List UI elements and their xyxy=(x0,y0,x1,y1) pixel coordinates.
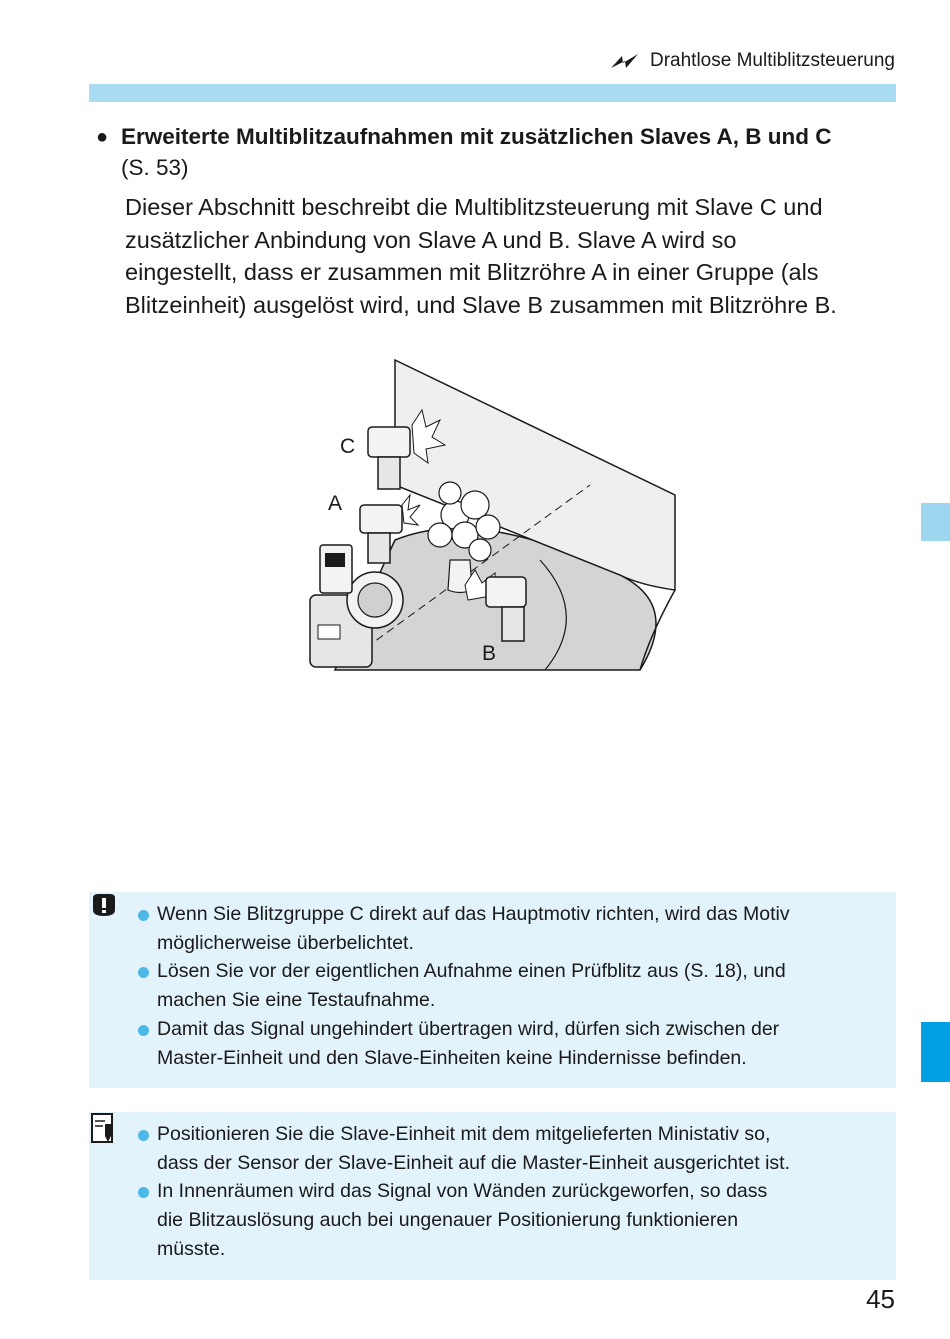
body-line: eingestellt, dass er zusammen mit Blitzröhre A in einer Gruppe (als xyxy=(125,259,819,285)
body-line: Blitzeinheit) ausgelöst wird, und Slave B zusammen mit Blitzröhre B. xyxy=(125,291,837,318)
section-reference: (S. 53) xyxy=(121,155,189,180)
label-b: B xyxy=(482,642,497,665)
header-title: Drahtlose Multiblitzsteuerung xyxy=(649,50,895,71)
memo-line: Positionieren Sie die Slave-Einheit mit dem mitgelieferten Ministativ so, xyxy=(157,1123,771,1145)
memo-line: dass der Sensor der Slave-Einheit auf die Master-Einheit ausgerichtet ist. xyxy=(157,1151,790,1174)
caution-list xyxy=(136,900,884,1072)
bullet-icon: ● xyxy=(96,126,109,148)
section-heading xyxy=(96,122,906,152)
caution-icon xyxy=(89,892,119,922)
caution-line: Lösen Sie vor der eigentlichen Aufnahme einen Prüfblitz aus (S. 18), und xyxy=(157,960,786,983)
memo-item xyxy=(136,1177,884,1263)
memo-item xyxy=(136,1120,884,1177)
bullet-dot xyxy=(138,1187,149,1198)
caution-item xyxy=(136,957,884,1014)
bullet-dot xyxy=(138,910,149,921)
caution-item xyxy=(136,1015,884,1072)
page-number: 45 xyxy=(866,1284,895,1314)
multi-flash-setup-illustration xyxy=(290,345,690,680)
memo-line: müsste. xyxy=(157,1237,226,1260)
memo-list xyxy=(136,1120,884,1264)
page-header xyxy=(610,50,895,72)
bullet-dot xyxy=(138,1025,149,1036)
caution-box xyxy=(89,892,896,1088)
bullet-dot xyxy=(138,1130,149,1141)
caution-line: möglicherweise überbelichtet. xyxy=(157,931,414,954)
chapter-tab-active xyxy=(921,1022,950,1082)
chapter-tab xyxy=(921,503,950,541)
label-a: A xyxy=(328,492,343,515)
header-bar xyxy=(89,84,896,102)
label-c: C xyxy=(340,435,356,458)
section-body xyxy=(125,191,915,321)
body-line: zusätzlicher Anbindung von Slave A und B. Slave A wird so xyxy=(125,226,737,253)
memo-icon xyxy=(89,1112,119,1146)
caution-item xyxy=(136,900,884,957)
caution-line: Damit das Signal ungehindert übertragen wird, dürfen sich zwischen der xyxy=(157,1017,780,1040)
section-heading-text: Erweiterte Multiblitzaufnahmen mit zusätzlichen Slaves A, B und C xyxy=(121,124,832,149)
body-line: Dieser Abschnitt beschreibt die Multiblitzsteuerung mit Slave C und xyxy=(125,194,823,220)
caution-line: Wenn Sie Blitzgruppe C direkt auf das Hauptmotiv richten, wird das Motiv xyxy=(157,903,790,925)
memo-line: die Blitzauslösung auch bei ungenauer Positionierung funktionieren xyxy=(157,1209,739,1232)
wireless-flash-icon xyxy=(610,52,640,70)
bullet-dot xyxy=(138,967,149,978)
caution-line: Master-Einheit und den Slave-Einheiten keine Hindernisse befinden. xyxy=(157,1046,747,1069)
caution-line: machen Sie eine Testaufnahme. xyxy=(157,989,436,1012)
memo-line: In Innenräumen wird das Signal von Wänden zurückgeworfen, so dass xyxy=(157,1180,768,1203)
memo-box xyxy=(89,1112,896,1280)
